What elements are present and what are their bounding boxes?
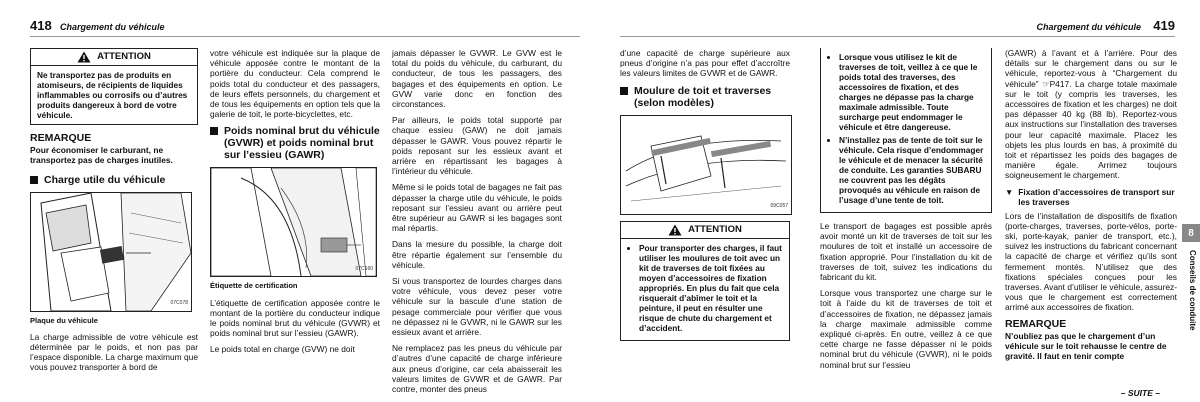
attention-body	[621, 239, 789, 340]
section-title-text: Poids nominal brut du véhicule (GVWR) et poids nominal brut sur l’essieu (GAWR)	[224, 125, 380, 162]
attention-item: • Pour transporter des charges, il faut utiliser les moulures de toit avec un kit de traverses de toit fixées au moyen d’accessoires de fixation appropriés. En plus du fait que cela risquerait d’abîmer le toit et la peinture, il peut en résulter une risque de chute du chargement et d’accident.	[639, 243, 783, 333]
left-page-header	[30, 20, 580, 37]
paragraph: votre véhicule est indiquée sur la plaque de véhicule apposée contre le montant de la portière du conducteur. Cela comprend le poids total du conducteur et des passagers, de leurs effets personnels, du chargement et de tous les équipements en option tels que la galerie de toit, le porte-bicyclettes, etc.	[210, 48, 380, 120]
attention-text: Ne transportez pas de produits en atomiseurs, de récipients de liquides inflammables ou corrosifs ou d’autres produits dangereux à bord de votre véhicule.	[37, 70, 188, 120]
figure-code: 07C160	[355, 266, 373, 273]
right-col-3	[1005, 48, 1177, 369]
paragraph: d’une capacité de charge supérieure aux pneus d’origine n’a pas pour effet d’accroître les valeurs limites de GVWR et de GAWR.	[620, 48, 790, 79]
remarque-text: Pour économiser le carburant, ne transportez pas de charges inutiles.	[30, 145, 173, 166]
warning-icon	[668, 224, 682, 236]
left-header-title: Chargement du véhicule	[60, 22, 165, 32]
door-pillar-illustration	[31, 193, 191, 311]
section-title-moulure	[620, 85, 790, 109]
attention-continued-box	[820, 48, 992, 213]
left-col-2	[210, 48, 380, 361]
remarque-title: REMARQUE	[1005, 317, 1067, 330]
square-bullet-icon	[620, 87, 628, 95]
paragraph: Lorsque vous transportez une charge sur le toit à l’aide du kit de traverses de toit et d’accessoires de fixation, ne dépassez jamais la charge maximale admissible comme expliqué ci-après. En outre, veillez à ce que cette charge ne fasse dépasser ni le poids nominal brut du véhicule (GVWR), ni le poids nominal brut sur l’essieu	[820, 288, 992, 370]
attention-item: • Lorsque vous utilisez le kit de traverses de toit, veillez à ce que le poids total des traverses, des accessoires de fixation, et des charges ne dépasse pas la charge maximale admissible. Toute surcharge peut endommager le véhicule et être dangereuse.	[839, 52, 985, 132]
right-page	[600, 0, 1200, 402]
subsection-title-text: Fixation d’accessoires de transport sur les traverses	[1018, 186, 1175, 207]
right-page-header	[620, 20, 1175, 37]
left-col-3	[392, 48, 562, 400]
square-bullet-icon	[210, 127, 218, 135]
section-title-gvwr	[210, 125, 380, 161]
section-title-text: Moulure de toit et traverses (selon modèles)	[634, 84, 772, 109]
paragraph: La charge admissible de votre véhicule est déterminée par le poids, et non pas par l’espace disponible. La charge maximum que vous pouvez transporter à bord de	[30, 331, 198, 373]
door-frame-illustration	[211, 168, 376, 276]
figure-code: 09C057	[770, 203, 788, 210]
left-col-1	[30, 48, 198, 379]
left-page-number: 418	[30, 18, 52, 33]
attention-box	[620, 221, 790, 341]
paragraph: L’étiquette de certification apposée contre le montant de la portière du conducteur indique le poids nominal brut du véhicule (GVWR) et poids nominal brut sur l’essieu (GAWR).	[210, 297, 380, 339]
section-title-charge-utile	[30, 174, 198, 186]
paragraph: Même si le poids total de bagages ne fait pas dépasser la charge utile du véhicule, le poids reposant sur l’essieu avant ou arrière peut être supérieur au GAWR si les bagages sont mal répartis.	[392, 182, 562, 234]
warning-icon	[77, 51, 91, 63]
attention-header	[31, 49, 197, 66]
attention-heading: ATTENTION	[688, 223, 742, 235]
paragraph: Par ailleurs, le poids total supporté par chaque essieu (GAW) ne doit jamais dépasser le GAWR. Vous pouvez répartir le poids reposant sur les essieux avant et arrière en répartissant les bagages à l’intérieur du véhicule.	[392, 115, 562, 177]
attention-box	[30, 48, 198, 125]
paragraph: Si vous transportez de lourdes charges dans votre véhicule, vous devez peser votre véhicule sur la bascule d’une station de pesage commerciale pour vérifier que vous ne dépassez ni le GVWR, ni le GAWR sur les essieux avant et arrière.	[392, 276, 562, 338]
right-header-title: Chargement du véhicule	[1036, 22, 1141, 32]
paragraph: Le transport de bagages est possible après avoir monté un kit de traverses de toit sur les moulures de toit et installé un accessoire de fixation approprié. Pour l’installation du kit de traverses de toit, suivez les indications du fabricant du kit.	[820, 221, 992, 283]
paragraph: Lors de l’installation de dispositifs de fixation (porte-charges, traverses, porte-vélos, porte-ski, porte-kayak, panier de transport, etc.), suivez les instructions du fabricant concernant la capacité de charge et vérifiez qu’ils sont fermement montés. N’utilisez que des fixations spéciales conçues pour les traverses. Avant d’utiliser le véhicule, assurez-vous que le chargement est correctement arrimé aux accessoires de fixation.	[1005, 210, 1177, 313]
subsection-title	[1005, 187, 1177, 207]
figure-code: 07C078	[170, 300, 188, 307]
square-bullet-icon	[30, 176, 38, 184]
chapter-tab-label: Conseils de conduite	[1188, 250, 1197, 331]
attention-heading: ATTENTION	[97, 50, 151, 62]
section-title-text: Charge utile du véhicule	[44, 173, 166, 186]
paragraph: Dans la mesure du possible, la charge doit être répartie également sur l’ensemble du véhicule.	[392, 239, 562, 270]
paragraph: jamais dépasser le GVWR. Le GVW est le total du poids du véhicule, du carburant, du conducteur, de tous les passagers, des bagages et des équipements en option. Le GVW varie donc en fonction des circonstances.	[392, 48, 562, 110]
right-page-number: 419	[1153, 18, 1175, 33]
attention-body	[821, 48, 991, 212]
triangle-down-icon: ▼	[1005, 186, 1014, 197]
certification-label-figure	[210, 167, 377, 277]
figure-caption: Plaque du véhicule	[30, 315, 98, 325]
paragraph: (GAWR) à l’avant et à l’arrière. Pour des détails sur le chargement dans ou sur le véhicule, reportez-vous à “Chargement du véhicule” ☞P417. La charge totale maximale sur le toit (y compris les traverses, les accessoires de fixation et les charges) ne doit pas dépasser 40 kg (88 lb). Reportez-vous aux instructions sur l’installation des traverses pour leur capacité maximale. Placez les objets les plus lourds en bas, à proximité du toit et répartissez les poids des bagages de manière égale. Arrimez toujours soigneusement le chargement.	[1005, 48, 1177, 181]
vehicle-plate-figure	[30, 192, 192, 312]
roof-rails-figure	[620, 115, 792, 215]
attention-header	[621, 222, 789, 239]
remarque-text: N’oubliez pas que le chargement d’un véhicule sur le toit rehausse le centre de gravité. Il faut en tenir compte	[1005, 330, 1167, 362]
remarque-title: REMARQUE	[30, 132, 92, 144]
chapter-tab: 8	[1182, 224, 1200, 242]
right-col-2	[820, 48, 992, 376]
paragraph: Le poids total en charge (GVW) ne doit	[210, 344, 355, 355]
suite-marker: – SUITE –	[1120, 388, 1160, 398]
paragraph: Ne remplacez pas les pneus du véhicule par d’autres d’une capacité de charge inférieure aux pneus d’origine, car cela abaisserait les valeurs limites de GVWR et de GAWR. Par contre, monter des pneus	[392, 343, 562, 395]
figure-caption: Étiquette de certification	[210, 281, 298, 291]
attention-item: • N’installez pas de tente de toit sur le véhicule. Cela risque d’endommager le véhicule et de menacer la sécurité de conduite. Les garanties SUBARU ne couvrent pas les dégâts provoqués au véhicule en raison de l’usage d’une tente de toit.	[839, 135, 985, 205]
roof-rails-illustration	[621, 116, 791, 214]
right-col-1	[620, 48, 790, 349]
